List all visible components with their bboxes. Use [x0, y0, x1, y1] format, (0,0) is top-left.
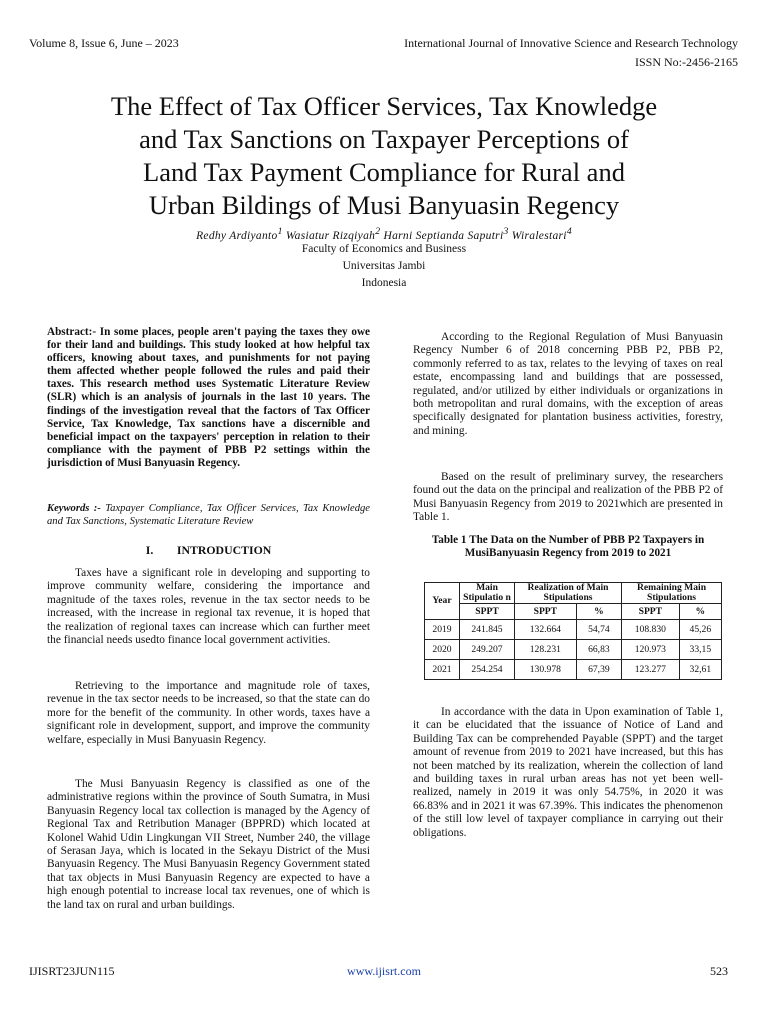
author-name: Redhy Ardiyanto [196, 229, 278, 242]
footer-website-link[interactable]: www.ijisrt.com [347, 964, 421, 978]
table-cell: 123.277 [622, 660, 680, 680]
author-list [0, 226, 768, 242]
keywords-text: Taxpayer Compliance, Tax Officer Services, Tax Knowledge and Tax Sanctions, Systematic Literature Review [47, 503, 370, 527]
table-cell: 66,83 [576, 640, 621, 660]
author-name: Wasiatur Rizqiyah [285, 229, 376, 242]
table-row [425, 640, 722, 660]
header-sppt: SPPT [622, 604, 680, 620]
author-sup: 2 [375, 226, 381, 237]
body-paragraph: Taxes have a significant role in developing and supporting to improve community welfare, considering the importance and magnitude of the taxes roles, revenue in the tax sector needs to be increased, with the increase in regional tax revenue, it is hoped that the realization of regional taxes can increase which can further meet the financial needs usedto finance local government activities. [47, 567, 370, 647]
author-name: Harni Septianda Saputri [383, 229, 504, 242]
table-cell: 241.845 [460, 620, 515, 640]
title-line: Urban Bildings of Musi Banyuasin Regency [148, 190, 620, 220]
footer-paper-id: IJISRT23JUN115 [29, 964, 115, 978]
section-number: I. [145, 543, 154, 557]
header-pct: % [576, 604, 621, 620]
affiliation-faculty: Faculty of Economics and Business [301, 243, 467, 255]
author-name: Wiralestari [511, 229, 567, 242]
table-cell: 108.830 [622, 620, 680, 640]
running-header-journal: International Journal of Innovative Science and Research Technology [404, 36, 738, 50]
title-line: and Tax Sanctions on Taxpayer Perceptions of [139, 124, 629, 154]
keywords-label: Keywords :- [47, 503, 101, 514]
title-line: The Effect of Tax Officer Services, Tax Knowledge [110, 91, 658, 121]
affiliation-country: Indonesia [361, 277, 407, 289]
body-paragraph: In accordance with the data in Upon examination of Table 1, it can be elucidated that the issuance of Notice of Land and Building Tax can be comprehended Payable (SPPT) and the target amount of revenue from 2019 to 2021 have increased, but this has not been matched by its realization, wherein the collection of land and building taxes in rural urban areas has not yet been well-realized, namely in 2019 it was only 54.75%, in 2020 it was 66.83% and in 2021 it was 67.39%. This indicates the phenomenon of the still low level of taxpayer compliance in carrying out their obligations. [413, 706, 723, 839]
table-cell: 67,39 [576, 660, 621, 680]
title-line: Land Tax Payment Compliance for Rural and [143, 157, 625, 187]
header-realization: Realization of Main Stipulations [515, 583, 622, 604]
author-sup: 4 [566, 226, 572, 237]
paper-title [40, 90, 728, 222]
table-cell: 2020 [425, 640, 460, 660]
keywords [47, 502, 370, 528]
data-table [424, 582, 722, 680]
table-cell: 45,26 [679, 620, 721, 640]
table-row [425, 620, 722, 640]
affiliation-university: Universitas Jambi [342, 260, 426, 272]
header-sppt: SPPT [515, 604, 577, 620]
section-heading [47, 543, 370, 558]
header-main: Main Stipulatio n [460, 583, 515, 604]
table-cell: 120.973 [622, 640, 680, 660]
header-sppt: SPPT [460, 604, 515, 620]
table-cell: 33,15 [679, 640, 721, 660]
table-cell: 249.207 [460, 640, 515, 660]
table-cell: 54,74 [576, 620, 621, 640]
table-row [425, 660, 722, 680]
header-pct: % [679, 604, 721, 620]
table-caption: Table 1 The Data on the Number of PBB P2 Taxpayers in MusiBanyuasin Regency from 2019 to 2021 [431, 534, 705, 560]
header-remaining: Remaining Main Stipulations [622, 583, 722, 604]
table-cell: 130.978 [515, 660, 577, 680]
table-cell: 128.231 [515, 640, 577, 660]
abstract: Abstract:- In some places, people aren't paying the taxes they owe for their land and buildings. This study looked at how helpful tax officers, knowing about taxes, and punishments for not paying them affected whether people followed the rules and paid their taxes. This research method uses Systematic Literature Review (SLR) which is an analysis of journals in the last 10 years. The findings of the investigation reveal that the factors of Tax Officer Service, Tax Knowledge, Tax sanctions have a discernible and beneficial impact on the taxpayers' perception in relation to their compliance with the payment of PBB P2 settings within the jurisdiction of Musi Banyuasin Regency. [47, 326, 370, 469]
table-header-row [425, 583, 722, 604]
table-subheader-row [425, 604, 722, 620]
issn: ISSN No:-2456-2165 [634, 55, 738, 69]
author-sup: 3 [503, 226, 509, 237]
page-number: 523 [710, 964, 728, 978]
body-paragraph: According to the Regional Regulation of Musi Banyuasin Regency Number 6 of 2018 concerning PBB P2, PBB P2, commonly referred to as tax, relates to the levying of taxes on real estate, encompassing land and buildings that are possessed, regulated, and/or utilized by either individuals or organizations in both metropolitan and rural domains, with the exception of areas specifically designated for plantation business activities, forestry, and mining. [413, 331, 723, 437]
body-paragraph: The Musi Banyuasin Regency is classified as one of the administrative regions within the province of South Sumatra, in Musi Banyuasin Regency local tax collection is managed by the Agency of Regional Tax and Retribution Manager (BPPRD) which located at Kolonel Wahid Udin Lingkungan VII Street, Number 240, the village of Serasan Jaya, which is located in the Sekayu District of the Musi Banyuasin Regency. The Musi Banyuasin Regency Government stated that tax objects in Musi Banyuasin Regency are expected to have a high enough potential to increase local tax revenues, one of which is the land tax on rural and urban buildings. [47, 778, 370, 911]
table-cell: 254.254 [460, 660, 515, 680]
table-cell: 132.664 [515, 620, 577, 640]
running-header-volume: Volume 8, Issue 6, June – 2023 [29, 36, 179, 50]
table-cell: 2021 [425, 660, 460, 680]
table-cell: 2019 [425, 620, 460, 640]
author-sup: 1 [277, 226, 283, 237]
header-year: Year [425, 583, 460, 620]
section-title: INTRODUCTION [176, 543, 272, 557]
body-paragraph: Based on the result of preliminary survey, the researchers found out the data on the principal and realization of the PBB P2 of Musi Banyuasin Regency from 2019 to 2021which are presented in Table 1. [413, 471, 723, 524]
table-cell: 32,61 [679, 660, 721, 680]
body-paragraph: Retrieving to the importance and magnitude role of taxes, revenue in the tax sector needs to be increased, so that the state can do more for the benefit of the community. In other words, taxes have a significant role in development, support, and improve the community welfare, especially in Musi Banyuasin Regency. [47, 680, 370, 746]
